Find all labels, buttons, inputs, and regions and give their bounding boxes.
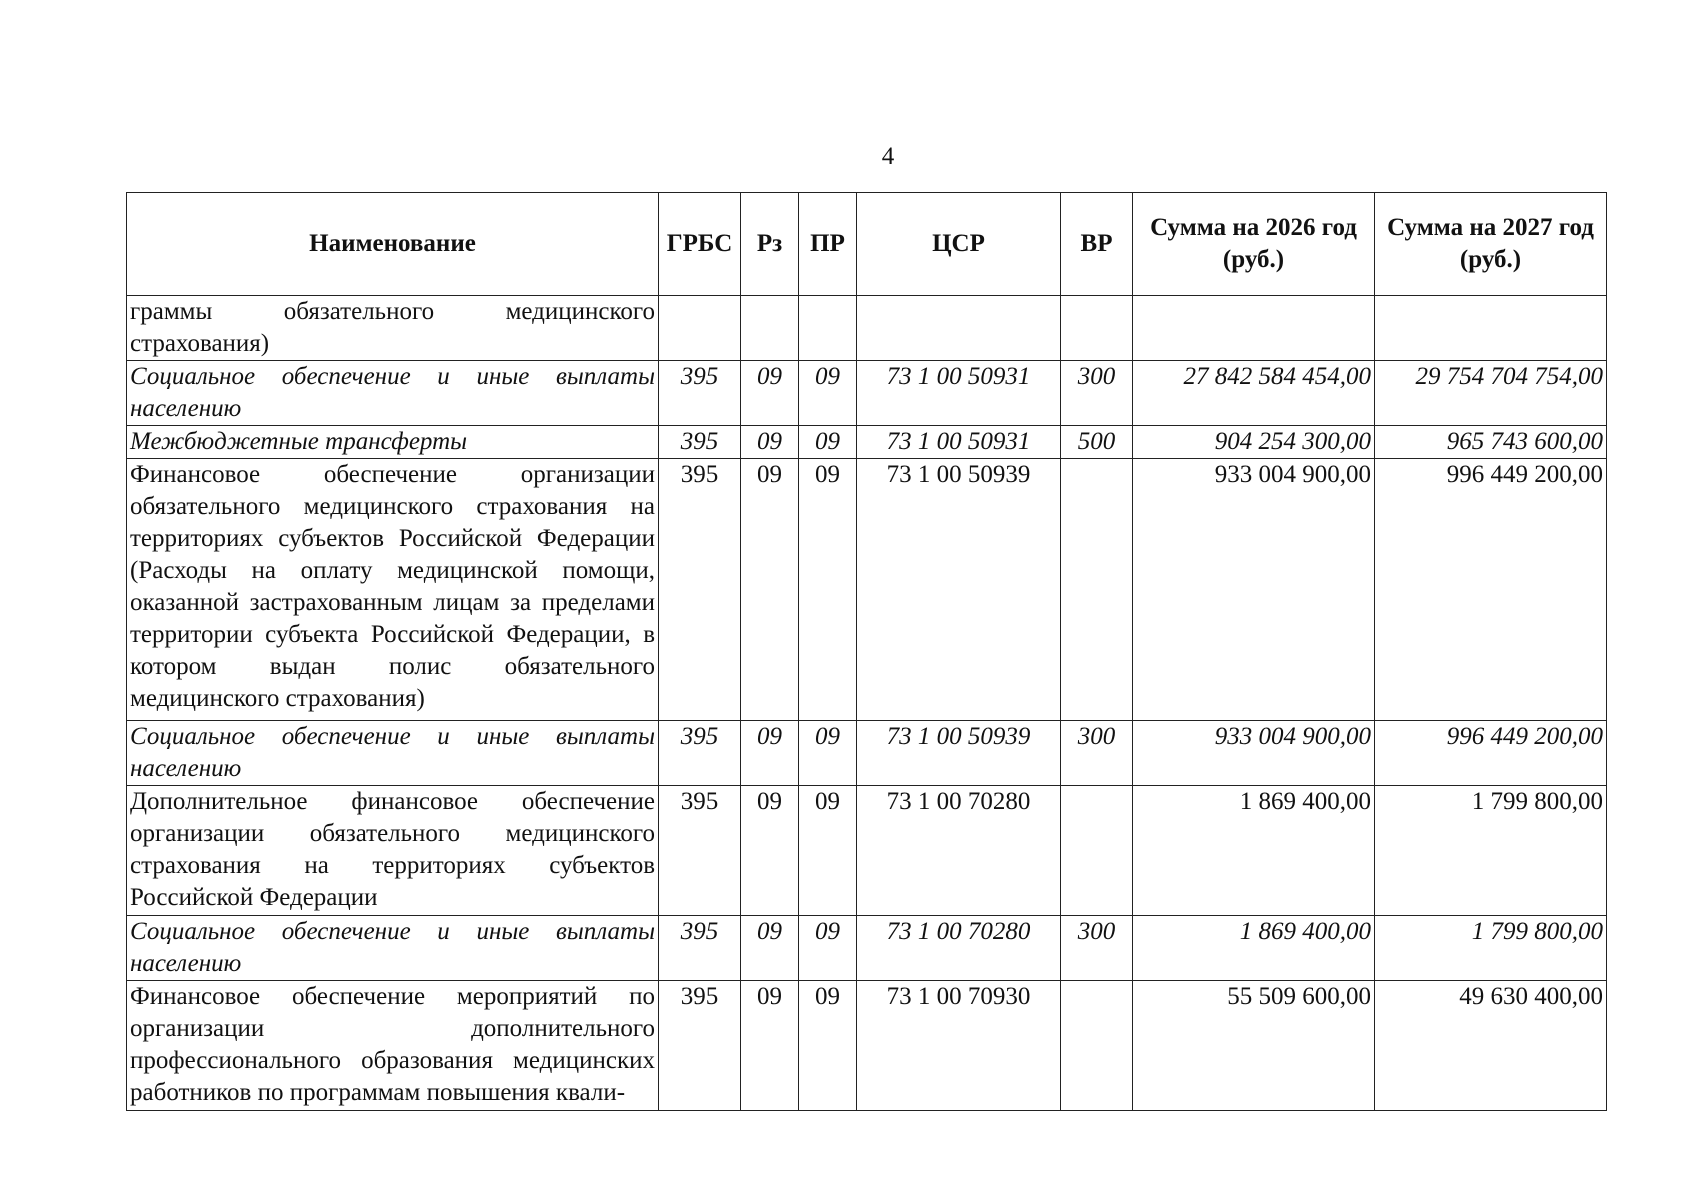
row-csr: 73 1 00 70280	[857, 786, 1061, 916]
row-csr: 73 1 00 50939	[857, 721, 1061, 786]
table-row	[127, 786, 1607, 916]
row-sum-2026: 904 254 300,00	[1133, 426, 1375, 459]
table-row	[127, 296, 1607, 361]
row-vr: 300	[1061, 361, 1133, 426]
row-sum-2027: 996 449 200,00	[1375, 721, 1607, 786]
row-rz: 09	[741, 361, 799, 426]
row-csr: 73 1 00 50931	[857, 426, 1061, 459]
row-grbs: 395	[659, 426, 741, 459]
row-csr: 73 1 00 50939	[857, 459, 1061, 721]
row-sum-2027: 996 449 200,00	[1375, 459, 1607, 721]
row-csr: 73 1 00 70930	[857, 981, 1061, 1111]
table-row	[127, 361, 1607, 426]
row-vr: 300	[1061, 916, 1133, 981]
row-grbs: 395	[659, 361, 741, 426]
header-name: Наименование	[127, 193, 659, 296]
table-body	[127, 296, 1607, 1111]
header-csr: ЦСР	[857, 193, 1061, 296]
row-sum-2027: 1 799 800,00	[1375, 916, 1607, 981]
row-grbs: 395	[659, 721, 741, 786]
row-grbs: 395	[659, 459, 741, 721]
row-csr	[857, 296, 1061, 361]
row-vr	[1061, 459, 1133, 721]
row-grbs	[659, 296, 741, 361]
row-rz: 09	[741, 981, 799, 1111]
row-pr: 09	[799, 786, 857, 916]
row-name: Социальное обеспечение и иные выплаты населению	[127, 916, 659, 981]
table-row	[127, 916, 1607, 981]
header-sum-2026: Сумма на 2026 год (руб.)	[1133, 193, 1375, 296]
row-sum-2026: 1 869 400,00	[1133, 786, 1375, 916]
row-pr: 09	[799, 361, 857, 426]
row-sum-2027	[1375, 296, 1607, 361]
row-csr: 73 1 00 70280	[857, 916, 1061, 981]
row-sum-2027: 49 630 400,00	[1375, 981, 1607, 1111]
row-sum-2026: 933 004 900,00	[1133, 721, 1375, 786]
row-rz: 09	[741, 786, 799, 916]
row-sum-2027: 965 743 600,00	[1375, 426, 1607, 459]
table-row	[127, 721, 1607, 786]
row-pr: 09	[799, 721, 857, 786]
row-rz	[741, 296, 799, 361]
row-name: Социальное обеспечение и иные выплаты населению	[127, 721, 659, 786]
table-header-row	[127, 193, 1607, 296]
table-row	[127, 426, 1607, 459]
row-sum-2026: 55 509 600,00	[1133, 981, 1375, 1111]
row-pr: 09	[799, 916, 857, 981]
row-name: Финансовое обеспечение мероприятий по организации дополнительного профессионального образования медицинских работников по программам повышения квали-	[127, 981, 659, 1111]
row-name: Межбюджетные трансферты	[127, 426, 659, 459]
row-pr: 09	[799, 426, 857, 459]
row-rz: 09	[741, 721, 799, 786]
row-vr: 300	[1061, 721, 1133, 786]
row-rz: 09	[741, 459, 799, 721]
row-grbs: 395	[659, 786, 741, 916]
page-number: 4	[881, 143, 895, 170]
row-pr: 09	[799, 981, 857, 1111]
row-rz: 09	[741, 916, 799, 981]
row-vr	[1061, 296, 1133, 361]
header-pr: ПР	[799, 193, 857, 296]
row-sum-2026	[1133, 296, 1375, 361]
header-rz: Рз	[741, 193, 799, 296]
row-sum-2027: 1 799 800,00	[1375, 786, 1607, 916]
row-pr	[799, 296, 857, 361]
row-sum-2026: 1 869 400,00	[1133, 916, 1375, 981]
header-sum-2027: Сумма на 2027 год (руб.)	[1375, 193, 1607, 296]
row-vr	[1061, 786, 1133, 916]
row-grbs: 395	[659, 981, 741, 1111]
row-name: Финансовое обеспечение организации обязательного медицинского страхования на территориях субъектов Российской Федерации (Расходы на оплату медицинской помощи, оказанной застрахованным лицам за пределами территории субъекта Российской Федерации, в котором выдан полис обязательного медицинского страхования)	[127, 459, 659, 721]
row-grbs: 395	[659, 916, 741, 981]
row-name: Социальное обеспечение и иные выплаты населению	[127, 361, 659, 426]
row-csr: 73 1 00 50931	[857, 361, 1061, 426]
row-vr	[1061, 981, 1133, 1111]
header-grbs: ГРБС	[659, 193, 741, 296]
row-rz: 09	[741, 426, 799, 459]
row-sum-2027: 29 754 704 754,00	[1375, 361, 1607, 426]
row-pr: 09	[799, 459, 857, 721]
row-vr: 500	[1061, 426, 1133, 459]
budget-table	[126, 192, 1607, 1111]
row-name: граммы обязательного медицинского страхования)	[127, 296, 659, 361]
table-row	[127, 459, 1607, 721]
row-sum-2026: 27 842 584 454,00	[1133, 361, 1375, 426]
row-name: Дополнительное финансовое обеспечение организации обязательного медицинского страхования на территориях субъектов Российской Федерации	[127, 786, 659, 916]
table-row	[127, 981, 1607, 1111]
header-vr: ВР	[1061, 193, 1133, 296]
row-sum-2026: 933 004 900,00	[1133, 459, 1375, 721]
